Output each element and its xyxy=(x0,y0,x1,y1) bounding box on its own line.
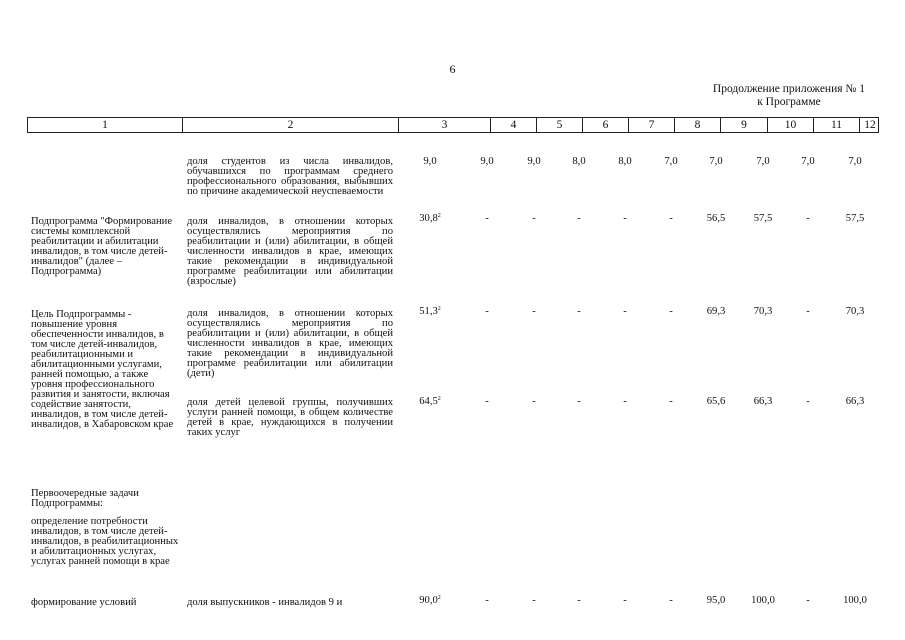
value-cell: - xyxy=(669,396,673,407)
value-cell: - xyxy=(577,396,581,407)
value-cell: - xyxy=(485,306,489,317)
value-cell: - xyxy=(623,595,627,606)
header-cell: 5 xyxy=(536,118,582,132)
value-cell: 64,5$^2$ xyxy=(419,396,441,407)
tasks-title: Первоочередные задачи Подпрограммы: xyxy=(31,488,139,509)
value-cell: - xyxy=(623,306,627,317)
value-cell: 65,6 xyxy=(706,396,726,407)
indicator-text: доля выпускников - инвалидов 9 и xyxy=(187,597,343,608)
subprogram-title: Подпрограмма "Формирование системы комплексной реабилитации и абилитации инвалидов, в том числе детей-инвалидов" (далее – Подпрограмма) xyxy=(31,216,173,277)
subprogram-goal: Цель Подпрограммы - повышение уровня обеспеченности инвалидов, в том числе детей-инвалидов, реабилитационными и абилитационными услугами, ранней помощью, а также уровня профессионального развития и занятости, включая содействие занятости, инвалидов, в том числе детей-инвалидов, в Хабаровском крае xyxy=(31,309,174,430)
header-cell: 7 xyxy=(628,118,674,132)
header-cell: 2 xyxy=(182,118,398,132)
value-cell: - xyxy=(532,213,536,224)
header-cell: 1 xyxy=(102,119,108,131)
value-cell: 57,5 xyxy=(753,213,773,224)
indicator-text: доля студентов из числа инвалидов, обучавшихся по программам среднего профессионального образования, выбывших по причине академической неуспеваемости xyxy=(187,156,393,197)
footnote-mark: 2 xyxy=(437,213,441,219)
value-cell: 7,0 xyxy=(756,156,770,167)
value-cell: - xyxy=(532,396,536,407)
value-cell: 70,3 xyxy=(845,306,865,317)
value-cell: 66,3 xyxy=(753,396,773,407)
value-cell: 7,0 xyxy=(801,156,815,167)
value-cell: - xyxy=(806,595,810,606)
header-cell: 9 xyxy=(720,118,767,132)
value-cell: - xyxy=(806,306,810,317)
value-cell: - xyxy=(669,213,673,224)
value-cell: - xyxy=(806,396,810,407)
value-cell: - xyxy=(577,595,581,606)
header-cell: 6 xyxy=(582,118,628,132)
appendix-continuation xyxy=(713,83,865,109)
value-cell: - xyxy=(623,396,627,407)
value-cell: - xyxy=(669,595,673,606)
indicator-text: доля инвалидов, в отношении которых осуществлялись мероприятия по реабилитации и (или) абилитации, в общей численности инвалидов в крае, имеющих такие рекомендации в индивидуальной программе реабилитации или абилитации (дети) xyxy=(187,308,393,379)
value-cell: - xyxy=(532,306,536,317)
value-cell: - xyxy=(669,306,673,317)
header-cell: 12 xyxy=(859,118,880,132)
value-cell: - xyxy=(532,595,536,606)
header-cell: 10 xyxy=(767,118,813,132)
header-cell: 4 xyxy=(490,118,536,132)
header-cell: 8 xyxy=(674,118,720,132)
continuation-line1: Продолжение приложения № 1 xyxy=(712,83,865,95)
value-cell: 95,0 xyxy=(706,595,726,606)
value-cell: 57,5 xyxy=(845,213,865,224)
header-cell: 11 xyxy=(813,118,859,132)
value-cell: 7,0 xyxy=(709,156,723,167)
value-cell: - xyxy=(485,595,489,606)
value-cell: 100,0 xyxy=(751,595,775,606)
indicator-text: доля детей целевой группы, получивших услуги ранней помощи, в общем количестве детей в крае, нуждающихся в получении таких услуг xyxy=(187,397,393,438)
value-cell: 8,0 xyxy=(618,156,632,167)
header-cell: 3 xyxy=(398,118,490,132)
value-cell: 66,3 xyxy=(845,396,865,407)
page-number: 6 xyxy=(449,62,456,76)
task-1: определение потребности инвалидов, в том числе детей-инвалидов, в реабилитационных и абилитационных услугах, услугах ранней помощи в крае xyxy=(31,516,179,567)
value-cell: 9,0 xyxy=(423,156,437,167)
indicator-text: доля инвалидов, в отношении которых осуществлялись мероприятия по реабилитации и (или) абилитации, в общей численности инвалидов в крае, имеющих такие рекомендации в индивидуальной программе реабилитации или абилитации (взрослые) xyxy=(187,216,393,287)
value-cell: - xyxy=(577,306,581,317)
value-cell: - xyxy=(485,213,489,224)
continuation-line2: к Программе xyxy=(757,96,821,108)
value-cell: 69,3 xyxy=(706,306,726,317)
value-cell: 100,0 xyxy=(843,595,867,606)
table-header xyxy=(27,117,879,133)
footnote-mark: 2 xyxy=(437,595,441,601)
value-cell: - xyxy=(623,213,627,224)
value-cell: 9,0 xyxy=(480,156,494,167)
value-cell: 30,8$^2$ xyxy=(419,213,441,224)
value-cell: 90,0$^2$ xyxy=(419,595,441,606)
value-cell: 7,0 xyxy=(848,156,862,167)
value-cell: 70,3 xyxy=(753,306,773,317)
value-cell: 7,0 xyxy=(664,156,678,167)
value-cell: 56,5 xyxy=(706,213,726,224)
value-cell: - xyxy=(577,213,581,224)
footnote-mark: 2 xyxy=(437,306,441,312)
value-cell: 9,0 xyxy=(527,156,541,167)
value-cell: - xyxy=(806,213,810,224)
task-2: формирование условий xyxy=(31,597,137,608)
value-cell: 51,3$^2$ xyxy=(419,306,441,317)
value-cell: 8,0 xyxy=(572,156,586,167)
footnote-mark: 2 xyxy=(437,396,441,402)
value-cell: - xyxy=(485,396,489,407)
